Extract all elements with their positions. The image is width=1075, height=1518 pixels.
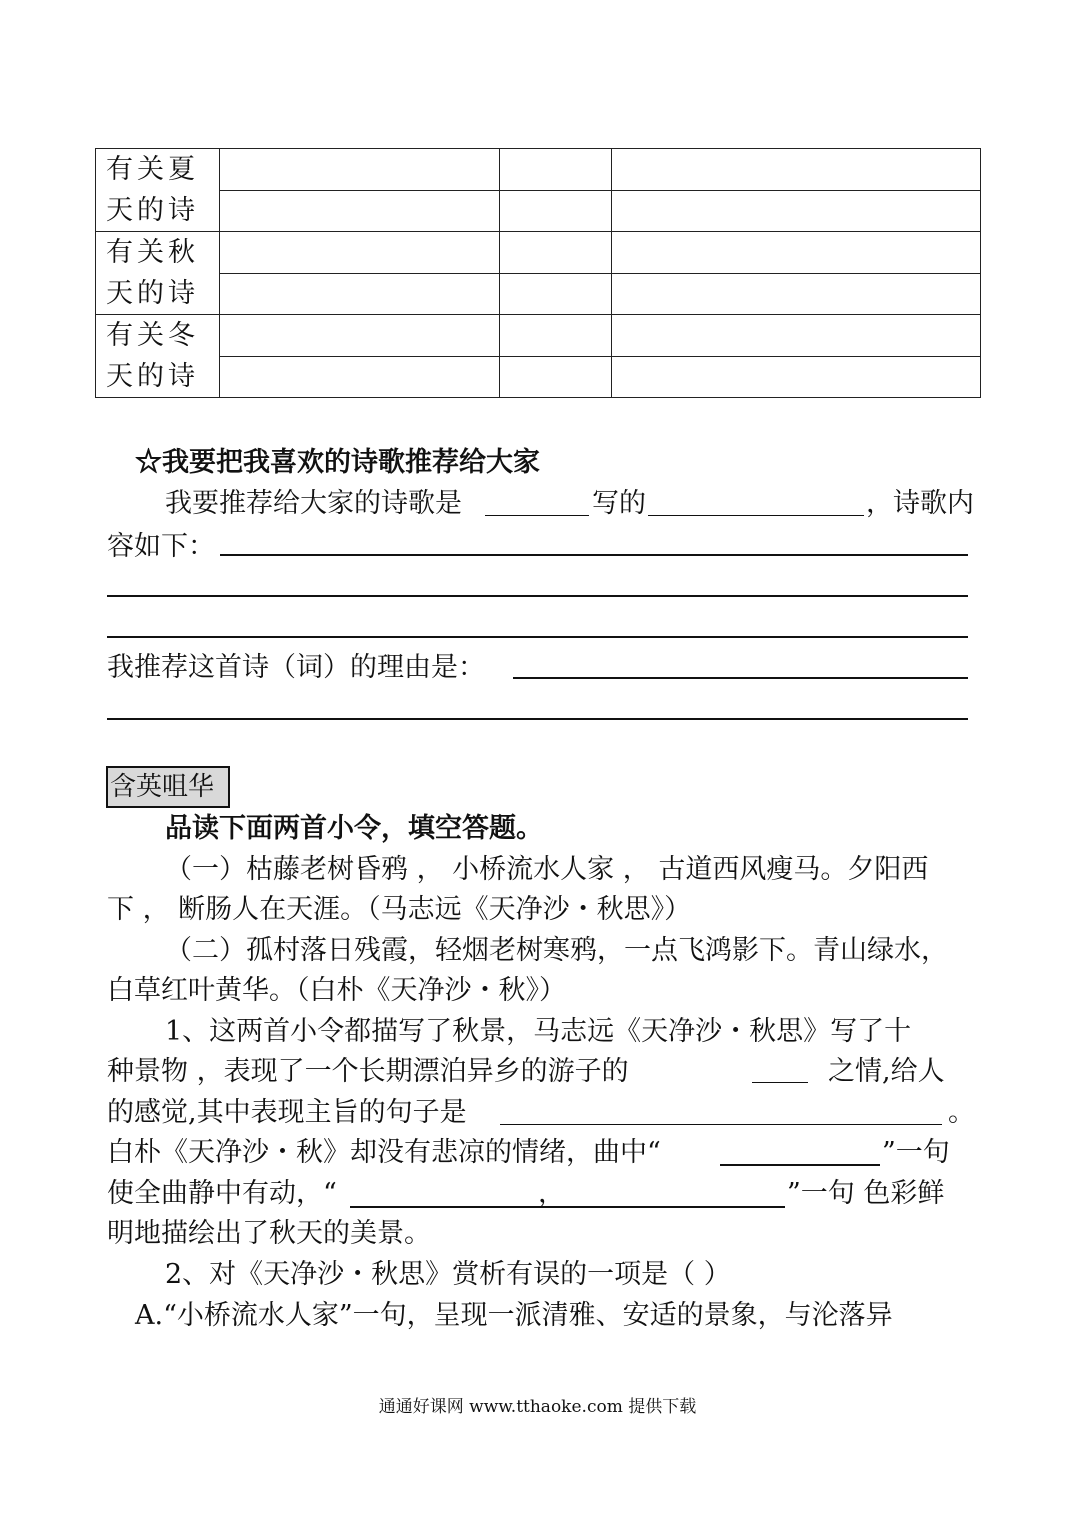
content-line-3[interactable]	[107, 636, 968, 638]
table-cell[interactable]	[612, 356, 981, 398]
reason-line-2[interactable]	[107, 718, 968, 720]
poem-title-blank[interactable]	[648, 515, 864, 516]
instruction: 品读下面两首小令，填空答题。	[165, 813, 543, 844]
footer: 通通好课网 www.tthaoke.com 提供下载	[378, 1397, 697, 1417]
table-cell[interactable]	[612, 232, 981, 274]
content-line-1[interactable]	[220, 554, 968, 556]
q1-line2b: 之情,给人	[828, 1056, 945, 1087]
theme-sentence-blank[interactable]	[500, 1124, 942, 1125]
table-cell[interactable]	[220, 149, 500, 191]
table-cell[interactable]	[500, 315, 612, 357]
recommend-line1-b: 写的	[592, 488, 646, 519]
q1-line1: 1、这两首小令都描写了秋景，马志远《天净沙・秋思》写了十	[165, 1016, 912, 1047]
q1-line4a: 白朴《天净沙・秋》却没有悲凉的情绪，曲中“	[107, 1137, 661, 1168]
poet-blank[interactable]	[485, 515, 589, 516]
reason-label: 我推荐这首诗（词）的理由是：	[107, 652, 485, 683]
q1-line5c: ”一句 色彩鲜	[787, 1178, 945, 1209]
q1-line3b: 。	[948, 1097, 975, 1128]
poem2-line1: （二）孤村落日残霞，轻烟老树寒鸦，一点飞鸿影下。青山绿水，	[165, 935, 948, 966]
q1-line6: 明地描绘出了秋天的美景。	[107, 1218, 431, 1249]
q1-line3a: 的感觉,其中表现主旨的句子是	[107, 1097, 467, 1128]
reason-line-1[interactable]	[513, 677, 968, 679]
q1-line2a: 种景物 ，表现了一个长期漂泊异乡的游子的	[107, 1056, 629, 1087]
recommend-line2: 容如下：	[107, 531, 215, 562]
summer-label: 有关夏 天的诗	[96, 149, 220, 232]
q1-line4b: ”一句	[882, 1137, 950, 1168]
poem2-line2: 白草红叶黄华。（白朴《天净沙・秋》）	[107, 975, 566, 1006]
table-cell[interactable]	[500, 356, 612, 398]
recommend-line1-a: 我要推荐给大家的诗歌是	[165, 488, 462, 519]
table-cell[interactable]	[220, 315, 500, 357]
q1-line5a: 使全曲静中有动，“	[107, 1178, 337, 1209]
table-cell[interactable]	[500, 232, 612, 274]
emotion-blank[interactable]	[752, 1082, 808, 1083]
table-cell[interactable]	[612, 273, 981, 315]
table-cell[interactable]	[220, 356, 500, 398]
dynamic-sentence-blank[interactable]	[720, 1164, 880, 1166]
table-cell[interactable]	[500, 149, 612, 191]
table-cell[interactable]	[612, 190, 981, 232]
table-cell[interactable]	[500, 190, 612, 232]
winter-label: 有关冬 天的诗	[96, 315, 220, 398]
autumn-label: 有关秋 天的诗	[96, 232, 220, 315]
table-cell[interactable]	[500, 273, 612, 315]
recommend-heading: ☆我要把我喜欢的诗歌推荐给大家	[135, 447, 540, 478]
table-cell[interactable]	[220, 232, 500, 274]
table-cell[interactable]	[220, 190, 500, 232]
q1-line5b: ，	[538, 1178, 565, 1209]
table-cell[interactable]	[612, 149, 981, 191]
content-line-2[interactable]	[107, 595, 968, 597]
poem1-line1: （一）枯藤老树昏鸦 ， 小桥流水人家 ， 古道西风瘦马。夕阳西	[165, 854, 929, 885]
table-cell[interactable]	[220, 273, 500, 315]
recommend-line1-c: ，诗歌内	[866, 488, 974, 519]
q2: 2、对《天净沙・秋思》赏析有误的一项是（ ）	[165, 1259, 731, 1290]
poem-table	[95, 148, 981, 398]
poem1-line2: 下 ， 断肠人在天涯。（马志远《天净沙・秋思》）	[107, 894, 692, 925]
table-cell[interactable]	[612, 315, 981, 357]
option-a: A.“小桥流水人家”一句，呈现一派清雅、安适的景象，与沦落异	[135, 1300, 893, 1331]
section-title: 含英咀华	[106, 766, 230, 808]
color-sentence-blank[interactable]	[350, 1206, 785, 1208]
